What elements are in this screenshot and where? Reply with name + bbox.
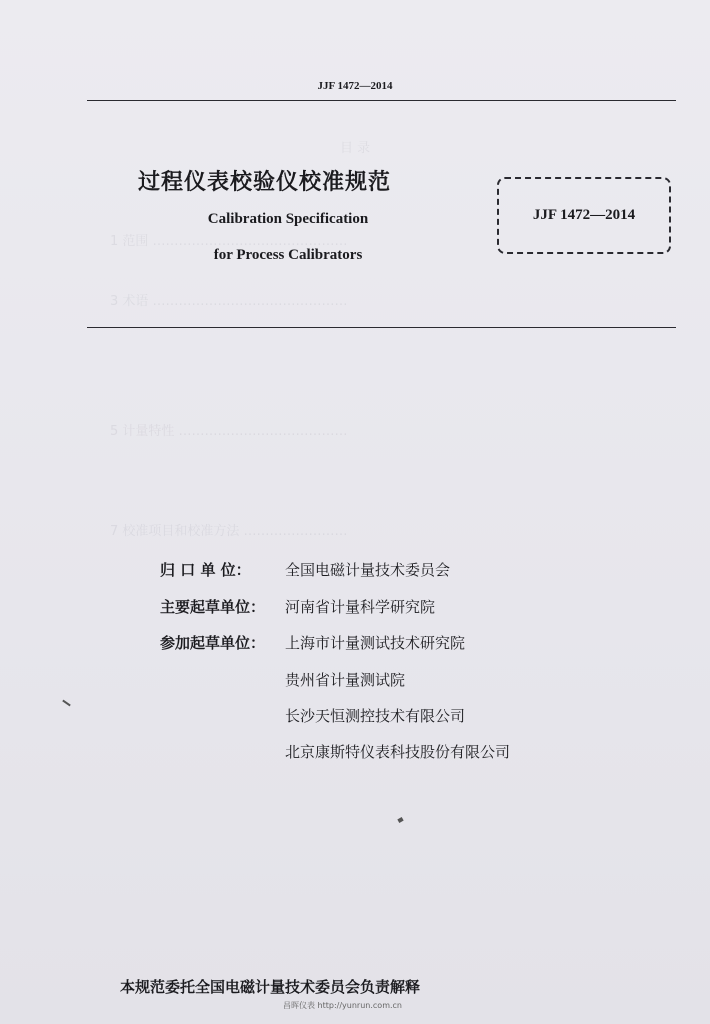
show-through-text: 1 范围 ……………………………………… [110,234,348,249]
show-through-text: 7 校准项目和校准方法 …………………… [110,524,348,539]
participant-item: 上海市计量测试技术研究院 [285,634,466,652]
participant-item: 长沙天恒测控技术有限公司 [285,707,466,725]
watermark: 昌晖仪表 http://yunrun.com.cn [283,1001,402,1010]
participant-item: 贵州省计量测试院 [285,671,406,689]
middle-divider [87,327,676,328]
title-english-line2: for Process Calibrators [213,247,363,263]
top-divider [87,100,676,101]
spec-code: JJF 1472—2014 [532,207,636,223]
participants-label: 参加起草单位： [160,634,266,652]
scan-mark [397,817,403,823]
title-english-line1: Calibration Specification [207,211,369,227]
show-through-text: 5 计量特性 ………………………………… [110,424,348,439]
responsible-unit-label: 归 口 单 位： [160,561,251,579]
main-drafter-label: 主要起草单位： [160,598,266,616]
spec-code-box [497,177,671,254]
show-through-text: 3 术语 ……………………………………… [110,294,348,309]
show-through-text: 目 录 [340,141,371,156]
scan-mark [62,700,71,707]
footer-note: 本规范委托全国电磁计量技术委员会负责解释 [120,978,421,996]
participant-item: 北京康斯特仪表科技股份有限公司 [285,743,511,761]
header-document-code: JJF 1472—2014 [317,80,393,92]
main-drafter-value: 河南省计量科学研究院 [285,598,436,616]
title-chinese: 过程仪表校验仪校准规范 [138,170,392,195]
responsible-unit-value: 全国电磁计量技术委员会 [285,561,451,579]
